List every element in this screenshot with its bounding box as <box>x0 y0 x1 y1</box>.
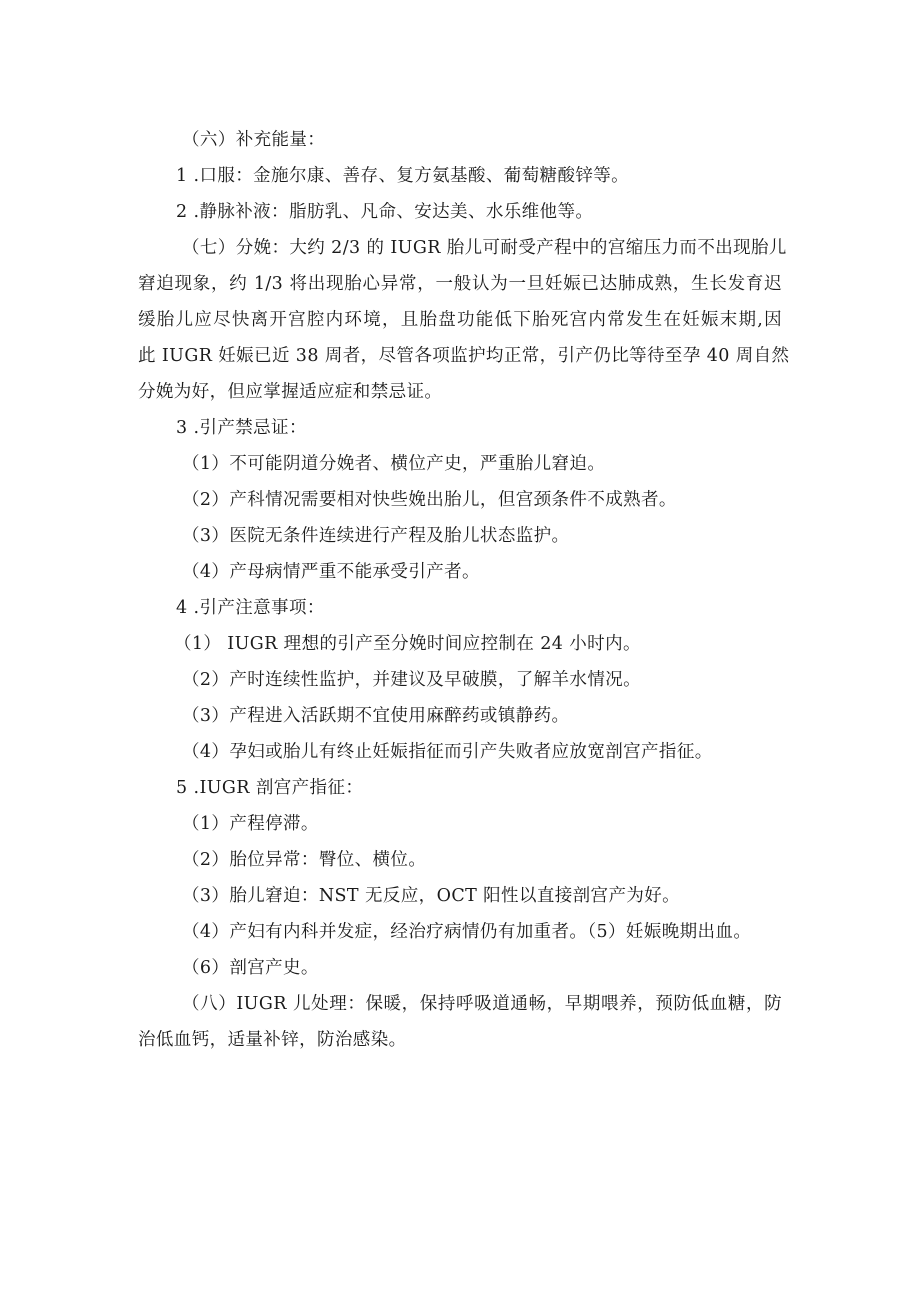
section-6-item-1: 1 .口服：金施尔康、善存、复方氨基酸、葡萄糖酸锌等。 <box>176 166 630 186</box>
item-5-heading: 5 .IUGR 剖宫产指征： <box>176 778 364 798</box>
item-3-heading: 3 .引产禁忌证： <box>176 418 307 438</box>
item-5-sub-3: （3）胎儿窘迫：NST 无反应，OCT 阳性以直接剖宫产为好。 <box>182 886 681 906</box>
item-4-sub-3: （3）产程进入活跃期不宜使用麻醉药或镇静药。 <box>182 706 570 726</box>
section-6-heading: （六）补充能量： <box>182 130 326 150</box>
section-7-line-2: 窘迫现象，约 1/3 将出现胎心异常，一般认为一旦妊娠已达肺成熟，生长发育迟 <box>138 274 782 294</box>
item-3-sub-3: （3）医院无条件连续进行产程及胎儿状态监护。 <box>182 526 570 546</box>
item-3-sub-2: （2）产科情况需要相对快些娩出胎儿，但宫颈条件不成熟者。 <box>182 490 677 510</box>
item-4-sub-4: （4）孕妇或胎儿有终止妊娠指征而引产失败者应放宽剖宫产指征。 <box>182 742 713 762</box>
item-4-heading: 4 .引产注意事项： <box>176 598 325 618</box>
section-8-line-1: （八）IUGR 儿处理：保暖，保持呼吸道通畅，早期喂养，预防低血糖，防 <box>182 994 782 1014</box>
item-5-sub-4: （4）产妇有内科并发症，经治疗病情仍有加重者。（5）妊娠晚期出血。 <box>182 922 752 942</box>
item-4-sub-2: （2）产时连续性监护，并建议及早破膜，了解羊水情况。 <box>182 670 642 690</box>
section-8-line-2: 治低血钙，适量补锌，防治感染。 <box>138 1030 407 1050</box>
section-6-item-2: 2 .静脉补液：脂肪乳、凡命、安达美、水乐维他等。 <box>176 202 594 222</box>
section-7-line-3: 缓胎儿应尽快离开宫腔内环境，且胎盘功能低下胎死宫内常发生在妊娠末期,因 <box>138 310 782 330</box>
section-7-line-4: 此 IUGR 妊娠已近 38 周者，尽管各项监护均正常，引产仍比等待至孕 40 周自然 <box>138 346 790 366</box>
section-7-line-5: 分娩为好，但应掌握适应症和禁忌证。 <box>138 382 443 402</box>
item-5-sub-2: （2）胎位异常：臀位、横位。 <box>182 850 427 870</box>
item-5-sub-1: （1）产程停滞。 <box>182 814 319 834</box>
item-3-sub-4: （4）产母病情严重不能承受引产者。 <box>182 562 480 582</box>
item-4-sub-1: （1） IUGR 理想的引产至分娩时间应控制在 24 小时内。 <box>174 634 641 654</box>
item-5-sub-6: （6）剖宫产史。 <box>182 958 319 978</box>
item-3-sub-1: （1）不可能阴道分娩者、横位产史，严重胎儿窘迫。 <box>182 454 606 474</box>
section-7-line-1: （七）分娩：大约 2/3 的 IUGR 胎儿可耐受产程中的宫缩压力而不出现胎儿 <box>182 238 787 258</box>
